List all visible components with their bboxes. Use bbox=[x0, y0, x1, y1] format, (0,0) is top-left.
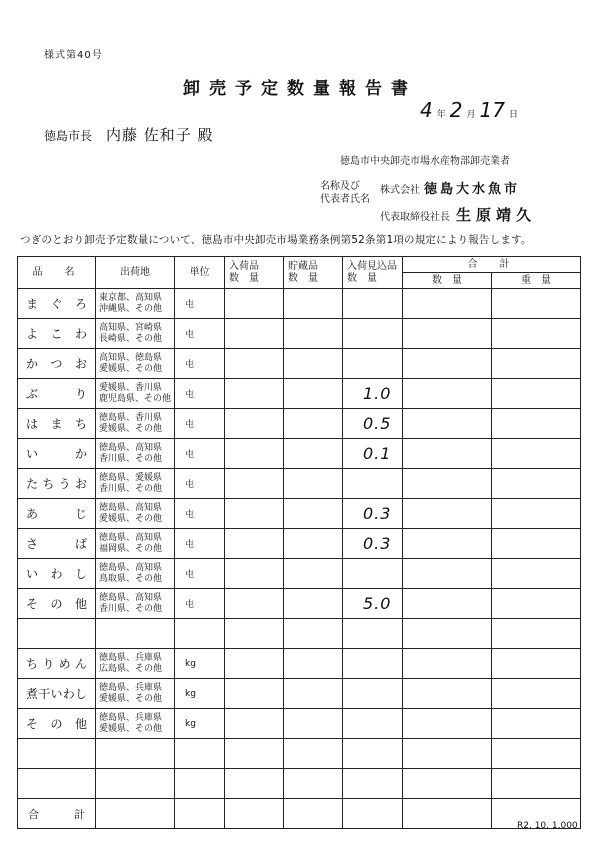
row-origin bbox=[96, 439, 175, 469]
row-total-weight bbox=[492, 679, 581, 709]
row-unit bbox=[175, 769, 225, 799]
table-row bbox=[18, 379, 581, 409]
table-row bbox=[18, 349, 581, 379]
row-arrival-qty bbox=[225, 649, 284, 679]
total-expected bbox=[343, 799, 403, 829]
row-item: よこわ bbox=[18, 319, 96, 349]
row-expected-qty: 0.5 bbox=[343, 409, 403, 439]
row-expected-qty bbox=[343, 769, 403, 799]
header-arrival-label: 入荷品 bbox=[229, 260, 259, 272]
row-total-qty bbox=[403, 319, 492, 349]
row-item: 煮干いわし bbox=[18, 679, 96, 709]
row-origin bbox=[96, 769, 175, 799]
row-expected-qty: 5.0 bbox=[343, 589, 403, 619]
row-total-weight bbox=[492, 649, 581, 679]
row-arrival-qty bbox=[225, 559, 284, 589]
row-arrival-qty bbox=[225, 619, 284, 649]
form-number: 様式第40号 bbox=[44, 50, 103, 61]
date-day: 17 bbox=[479, 98, 505, 122]
row-total-weight bbox=[492, 469, 581, 499]
table-row bbox=[18, 319, 581, 349]
row-origin-line-2: 鳥取県、その他 bbox=[99, 573, 163, 584]
report-date bbox=[420, 98, 522, 122]
row-expected-qty bbox=[343, 349, 403, 379]
row-unit: 屯 bbox=[175, 409, 225, 439]
row-origin bbox=[96, 319, 175, 349]
row-arrival-qty bbox=[225, 349, 284, 379]
row-total-qty bbox=[403, 739, 492, 769]
row-origin bbox=[96, 589, 175, 619]
row-origin-line-1: 高知県、宮崎県 bbox=[99, 322, 163, 333]
row-total-qty bbox=[403, 649, 492, 679]
row-expected-qty bbox=[343, 679, 403, 709]
table-row bbox=[18, 649, 581, 679]
row-origin-line-1: 徳島県、高知県 bbox=[99, 562, 163, 573]
header-expected-label: 入荷見込品 bbox=[347, 260, 397, 272]
quantity-table bbox=[17, 256, 581, 829]
row-stored-qty bbox=[284, 409, 343, 439]
row-origin-line-1: 高知県、徳島県 bbox=[99, 352, 163, 363]
row-origin-line-1: 徳島県、高知県 bbox=[99, 442, 163, 453]
row-total-weight bbox=[492, 739, 581, 769]
row-unit: 屯 bbox=[175, 529, 225, 559]
row-origin-line-1: 東京都、高知県 bbox=[99, 292, 163, 303]
row-arrival-qty bbox=[225, 469, 284, 499]
row-expected-qty bbox=[343, 469, 403, 499]
row-origin-line-1: 徳島県、愛媛県 bbox=[99, 472, 163, 483]
company-prefix: 株式会社 bbox=[380, 185, 420, 196]
row-expected-qty: 0.1 bbox=[343, 439, 403, 469]
reporter-organization: 徳島市中央卸売市場水産物部卸売業者 bbox=[340, 156, 510, 167]
row-total-qty bbox=[403, 619, 492, 649]
row-arrival-qty bbox=[225, 709, 284, 739]
row-arrival-qty bbox=[225, 679, 284, 709]
header-unit: 単位 bbox=[175, 257, 225, 289]
row-unit: 屯 bbox=[175, 559, 225, 589]
table-row bbox=[18, 499, 581, 529]
date-month-unit: 月 bbox=[466, 110, 476, 120]
row-total-weight bbox=[492, 499, 581, 529]
row-unit: 屯 bbox=[175, 349, 225, 379]
total-label: 合 計 bbox=[18, 799, 96, 829]
row-item: いか bbox=[18, 439, 96, 469]
reporter-representative bbox=[380, 204, 536, 225]
row-origin bbox=[96, 499, 175, 529]
row-stored-qty bbox=[284, 559, 343, 589]
row-origin-line-2: 愛媛県、その他 bbox=[99, 363, 163, 374]
reporter-company bbox=[380, 178, 520, 197]
row-item: かつお bbox=[18, 349, 96, 379]
row-stored-qty bbox=[284, 709, 343, 739]
row-total-weight bbox=[492, 619, 581, 649]
row-expected-qty bbox=[343, 619, 403, 649]
header-expected-sub: 数 量 bbox=[347, 272, 377, 284]
row-total-qty bbox=[403, 379, 492, 409]
row-item: ぶり bbox=[18, 379, 96, 409]
table-row bbox=[18, 559, 581, 589]
row-total-qty bbox=[403, 469, 492, 499]
row-origin bbox=[96, 619, 175, 649]
row-item: その他 bbox=[18, 589, 96, 619]
row-total-weight bbox=[492, 319, 581, 349]
row-origin bbox=[96, 349, 175, 379]
row-arrival-qty bbox=[225, 499, 284, 529]
row-item: いわし bbox=[18, 559, 96, 589]
row-stored-qty bbox=[284, 679, 343, 709]
row-origin-line-2: 愛媛県、その他 bbox=[99, 423, 163, 434]
row-expected-qty bbox=[343, 319, 403, 349]
header-total-qty: 数 量 bbox=[403, 273, 492, 289]
row-total-qty bbox=[403, 769, 492, 799]
row-origin-line-1: 徳島県、兵庫県 bbox=[99, 652, 163, 663]
document-title: 卸売予定数量報告書 bbox=[183, 79, 417, 99]
row-arrival-qty bbox=[225, 439, 284, 469]
table-row bbox=[18, 469, 581, 499]
row-stored-qty bbox=[284, 289, 343, 319]
footer-print-info: R2. 10. 1,000 bbox=[517, 821, 578, 831]
row-total-weight bbox=[492, 409, 581, 439]
addressee-label: 徳島市長 bbox=[44, 129, 93, 143]
reporter-name-label bbox=[320, 180, 370, 206]
row-origin bbox=[96, 739, 175, 769]
row-origin-line-1: 徳島県、兵庫県 bbox=[99, 682, 163, 693]
row-stored-qty bbox=[284, 439, 343, 469]
total-arrival bbox=[225, 799, 284, 829]
row-stored-qty bbox=[284, 379, 343, 409]
row-origin bbox=[96, 709, 175, 739]
row-origin-line-2: 福岡県、その他 bbox=[99, 543, 163, 554]
row-total-weight bbox=[492, 379, 581, 409]
row-origin bbox=[96, 469, 175, 499]
row-unit: 屯 bbox=[175, 379, 225, 409]
row-arrival-qty bbox=[225, 319, 284, 349]
row-stored-qty bbox=[284, 769, 343, 799]
row-unit: kg bbox=[175, 709, 225, 739]
row-arrival-qty bbox=[225, 379, 284, 409]
row-origin bbox=[96, 379, 175, 409]
row-total-weight bbox=[492, 769, 581, 799]
header-expected bbox=[343, 257, 403, 289]
row-expected-qty bbox=[343, 559, 403, 589]
row-item: はまち bbox=[18, 409, 96, 439]
row-total-weight bbox=[492, 709, 581, 739]
row-total-qty bbox=[403, 439, 492, 469]
row-origin-line-2: 愛媛県、その他 bbox=[99, 513, 163, 524]
table-row bbox=[18, 409, 581, 439]
row-origin-line-2: 長崎県、その他 bbox=[99, 333, 163, 344]
row-unit: 屯 bbox=[175, 289, 225, 319]
row-unit: 屯 bbox=[175, 439, 225, 469]
table-body bbox=[18, 289, 581, 799]
addressee bbox=[44, 124, 214, 145]
header-item: 品 名 bbox=[18, 257, 96, 289]
row-unit bbox=[175, 619, 225, 649]
date-year-unit: 年 bbox=[436, 110, 446, 120]
row-total-qty bbox=[403, 589, 492, 619]
row-arrival-qty bbox=[225, 739, 284, 769]
row-origin bbox=[96, 289, 175, 319]
row-origin-line-1: 徳島県、高知県 bbox=[99, 502, 163, 513]
row-origin bbox=[96, 529, 175, 559]
row-total-qty bbox=[403, 559, 492, 589]
row-origin-line-1: 徳島県、高知県 bbox=[99, 592, 163, 603]
rep-name: 生原靖久 bbox=[456, 206, 537, 224]
row-expected-qty: 1.0 bbox=[343, 379, 403, 409]
row-origin-line-2: 愛媛県、その他 bbox=[99, 693, 163, 704]
header-stored-label: 貯蔵品 bbox=[288, 260, 318, 272]
rep-title: 代表取締役社長 bbox=[380, 212, 450, 223]
table-row bbox=[18, 589, 581, 619]
row-item: まぐろ bbox=[18, 289, 96, 319]
row-origin-line-2: 香川県、その他 bbox=[99, 483, 163, 494]
row-item: あじ bbox=[18, 499, 96, 529]
table-row bbox=[18, 439, 581, 469]
row-total-weight bbox=[492, 529, 581, 559]
row-stored-qty bbox=[284, 739, 343, 769]
date-year: 4 bbox=[420, 98, 433, 122]
header-stored-sub: 数 量 bbox=[288, 272, 318, 284]
row-origin bbox=[96, 649, 175, 679]
row-total-qty bbox=[403, 409, 492, 439]
report-statement: つぎのとおり卸売予定数量について、徳島市中央卸売市場業務条例第52条第1項の規定により報告します。 bbox=[20, 234, 532, 246]
row-item bbox=[18, 619, 96, 649]
addressee-name: 内藤 佐和子 殿 bbox=[106, 126, 214, 144]
row-unit: kg bbox=[175, 679, 225, 709]
row-arrival-qty bbox=[225, 769, 284, 799]
row-total-qty bbox=[403, 349, 492, 379]
row-total-weight bbox=[492, 289, 581, 319]
row-total-qty bbox=[403, 289, 492, 319]
row-origin bbox=[96, 559, 175, 589]
row-unit: 屯 bbox=[175, 469, 225, 499]
row-unit: 屯 bbox=[175, 589, 225, 619]
row-expected-qty bbox=[343, 289, 403, 319]
header-arrival-sub: 数 量 bbox=[229, 272, 259, 284]
row-origin-line-1: 愛媛県、香川県 bbox=[99, 382, 163, 393]
row-total-weight bbox=[492, 439, 581, 469]
row-total-qty bbox=[403, 709, 492, 739]
row-total-qty bbox=[403, 529, 492, 559]
table-row bbox=[18, 289, 581, 319]
row-origin-line-2: 広島県、その他 bbox=[99, 663, 163, 674]
row-origin-line-2: 香川県、その他 bbox=[99, 453, 163, 464]
header-origin: 出荷地 bbox=[96, 257, 175, 289]
row-total-qty bbox=[403, 679, 492, 709]
row-arrival-qty bbox=[225, 589, 284, 619]
row-total-qty bbox=[403, 499, 492, 529]
row-stored-qty bbox=[284, 619, 343, 649]
row-stored-qty bbox=[284, 349, 343, 379]
row-origin-line-1: 徳島県、高知県 bbox=[99, 532, 163, 543]
row-item: その他 bbox=[18, 709, 96, 739]
row-origin-line-2: 香川県、その他 bbox=[99, 603, 163, 614]
row-origin-line-1: 徳島県、兵庫県 bbox=[99, 712, 163, 723]
row-stored-qty bbox=[284, 529, 343, 559]
row-item bbox=[18, 739, 96, 769]
row-total-weight bbox=[492, 589, 581, 619]
company-name: 徳島大水魚市 bbox=[424, 182, 521, 197]
row-expected-qty bbox=[343, 709, 403, 739]
header-total: 合 計 bbox=[403, 257, 581, 273]
row-origin-line-2: 愛媛県、その他 bbox=[99, 723, 163, 734]
row-arrival-qty bbox=[225, 529, 284, 559]
date-day-unit: 日 bbox=[508, 110, 518, 120]
table-row bbox=[18, 619, 581, 649]
row-stored-qty bbox=[284, 589, 343, 619]
row-origin bbox=[96, 679, 175, 709]
row-expected-qty bbox=[343, 649, 403, 679]
row-stored-qty bbox=[284, 319, 343, 349]
total-stored bbox=[284, 799, 343, 829]
row-arrival-qty bbox=[225, 409, 284, 439]
row-origin-line-1: 徳島県、香川県 bbox=[99, 412, 163, 423]
row-arrival-qty bbox=[225, 289, 284, 319]
total-qty bbox=[403, 799, 492, 829]
header-total-weight: 重 量 bbox=[492, 273, 581, 289]
row-unit: 屯 bbox=[175, 319, 225, 349]
table-row bbox=[18, 679, 581, 709]
total-unit bbox=[175, 799, 225, 829]
row-total-weight bbox=[492, 559, 581, 589]
row-item: たちうお bbox=[18, 469, 96, 499]
header-arrival bbox=[225, 257, 284, 289]
row-origin-line-2: 沖縄県、その他 bbox=[99, 303, 163, 314]
row-expected-qty bbox=[343, 739, 403, 769]
table-row bbox=[18, 529, 581, 559]
row-expected-qty: 0.3 bbox=[343, 499, 403, 529]
row-origin-line-2: 鹿児島県、その他 bbox=[99, 393, 172, 404]
header-stored bbox=[284, 257, 343, 289]
reporter-name-label-1: 名称及び bbox=[320, 181, 360, 192]
date-month: 2 bbox=[449, 98, 463, 122]
row-stored-qty bbox=[284, 649, 343, 679]
row-item: さば bbox=[18, 529, 96, 559]
row-unit: kg bbox=[175, 649, 225, 679]
row-total-weight bbox=[492, 349, 581, 379]
row-unit bbox=[175, 739, 225, 769]
total-origin bbox=[96, 799, 175, 829]
row-item bbox=[18, 769, 96, 799]
table-row bbox=[18, 739, 581, 769]
row-stored-qty bbox=[284, 469, 343, 499]
reporter-name-label-2: 代表者氏名 bbox=[320, 194, 370, 205]
row-expected-qty: 0.3 bbox=[343, 529, 403, 559]
row-stored-qty bbox=[284, 499, 343, 529]
table-row bbox=[18, 769, 581, 799]
row-origin bbox=[96, 409, 175, 439]
table-row bbox=[18, 709, 581, 739]
row-unit: 屯 bbox=[175, 499, 225, 529]
row-item: ちりめん bbox=[18, 649, 96, 679]
